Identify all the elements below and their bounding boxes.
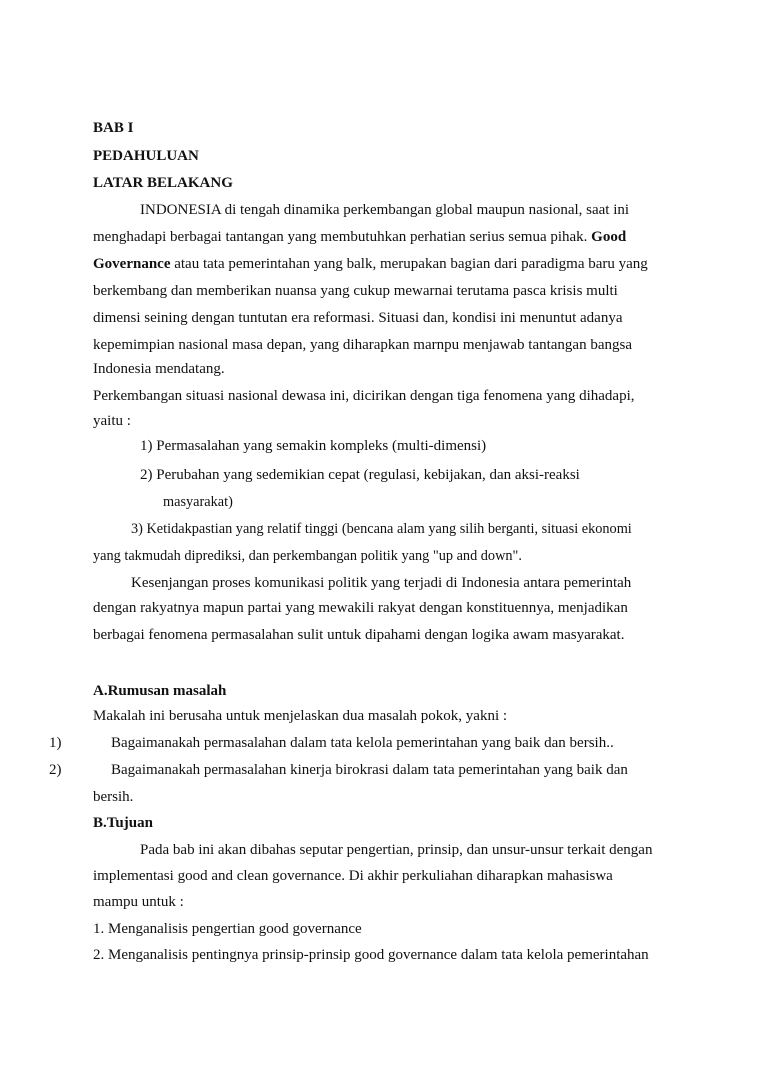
list-item: 1. Menganalisis pengertian good governance — [93, 921, 362, 937]
section-title-tujuan: B.Tujuan — [93, 815, 153, 831]
list-item: Bagaimanakah permasalahan kinerja birokrasi dalam tata pemerintahan yang baik dan — [111, 762, 628, 778]
paragraph-line: Perkembangan situasi nasional dewasa ini, dicirikan dengan tiga fenomena yang dihadapi, — [93, 388, 635, 404]
list-item-continuation: bersih. — [93, 789, 134, 805]
list-number: 2) — [49, 762, 62, 778]
list-item: Bagaimanakah permasalahan dalam tata kelola pemerintahan yang baik dan bersih.. — [111, 735, 614, 751]
list-item-continuation: masyarakat) — [163, 494, 233, 510]
emphasis-good: Good — [591, 229, 627, 245]
list-item: 1) Permasalahan yang semakin kompleks (multi-dimensi) — [140, 438, 487, 454]
paragraph-line: INDONESIA di tengah dinamika perkembangan global maupun nasional, saat ini — [140, 202, 630, 218]
paragraph-line: implementasi good and clean governance. Di akhir perkuliahan diharapkan mahasiswa — [93, 868, 613, 884]
paragraph-line — [93, 254, 648, 274]
paragraph-text: menghadapi berbagai tantangan yang membutuhkan perhatian serius semua pihak. — [93, 229, 588, 245]
paragraph-line: Makalah ini berusaha untuk menjelaskan dua masalah pokok, yakni : — [93, 708, 508, 724]
paragraph-line: berbagai fenomena permasalahan sulit untuk dipahami dengan logika awam masyarakat. — [93, 627, 625, 643]
paragraph-line: kepemimpian nasional masa depan, yang diharapkan marnpu menjawab tantangan bangsa — [93, 337, 632, 353]
section-title-latar-belakang: LATAR BELAKANG — [93, 175, 233, 191]
paragraph-line: mampu untuk : — [93, 894, 184, 910]
paragraph-line: Pada bab ini akan dibahas seputar pengertian, prinsip, dan unsur-unsur terkait dengan — [140, 842, 653, 858]
list-number: 1) — [49, 735, 62, 751]
emphasis-governance: Governance — [93, 256, 171, 272]
paragraph-line: Kesenjangan proses komunikasi politik yang terjadi di Indonesia antara pemerintah — [131, 575, 632, 591]
paragraph-line: yaitu : — [93, 413, 131, 429]
paragraph-line — [93, 227, 626, 247]
list-item-continuation: yang takmudah diprediksi, dan perkembangan politik yang "up and down". — [93, 548, 522, 564]
list-item: 2. Menganalisis pentingnya prinsip-prinsip good governance dalam tata kelola pemerintahan — [93, 947, 649, 963]
paragraph-line: dengan rakyatnya mapun partai yang mewakili rakyat dengan konstituennya, menjadikan — [93, 600, 628, 616]
list-item: 2) Perubahan yang sedemikian cepat (regulasi, kebijakan, dan aksi-reaksi — [140, 467, 580, 483]
paragraph-line: Indonesia mendatang. — [93, 361, 225, 377]
paragraph-text: atau tata pemerintahan yang balk, merupakan bagian dari paradigma baru yang — [174, 256, 648, 272]
paragraph-line: dimensi seining dengan tuntutan era reformasi. Situasi dan, kondisi ini menuntut adanya — [93, 310, 623, 326]
section-title-rumusan-masalah: A.Rumusan masalah — [93, 683, 227, 699]
chapter-label: BAB I — [93, 120, 134, 136]
chapter-title: PEDAHULUAN — [93, 148, 199, 164]
list-item: 3) Ketidakpastian yang relatif tinggi (bencana alam yang silih berganti, situasi ekonomi — [131, 521, 632, 537]
paragraph-line: berkembang dan memberikan nuansa yang cukup mewarnai terutama pasca krisis multi — [93, 283, 618, 299]
